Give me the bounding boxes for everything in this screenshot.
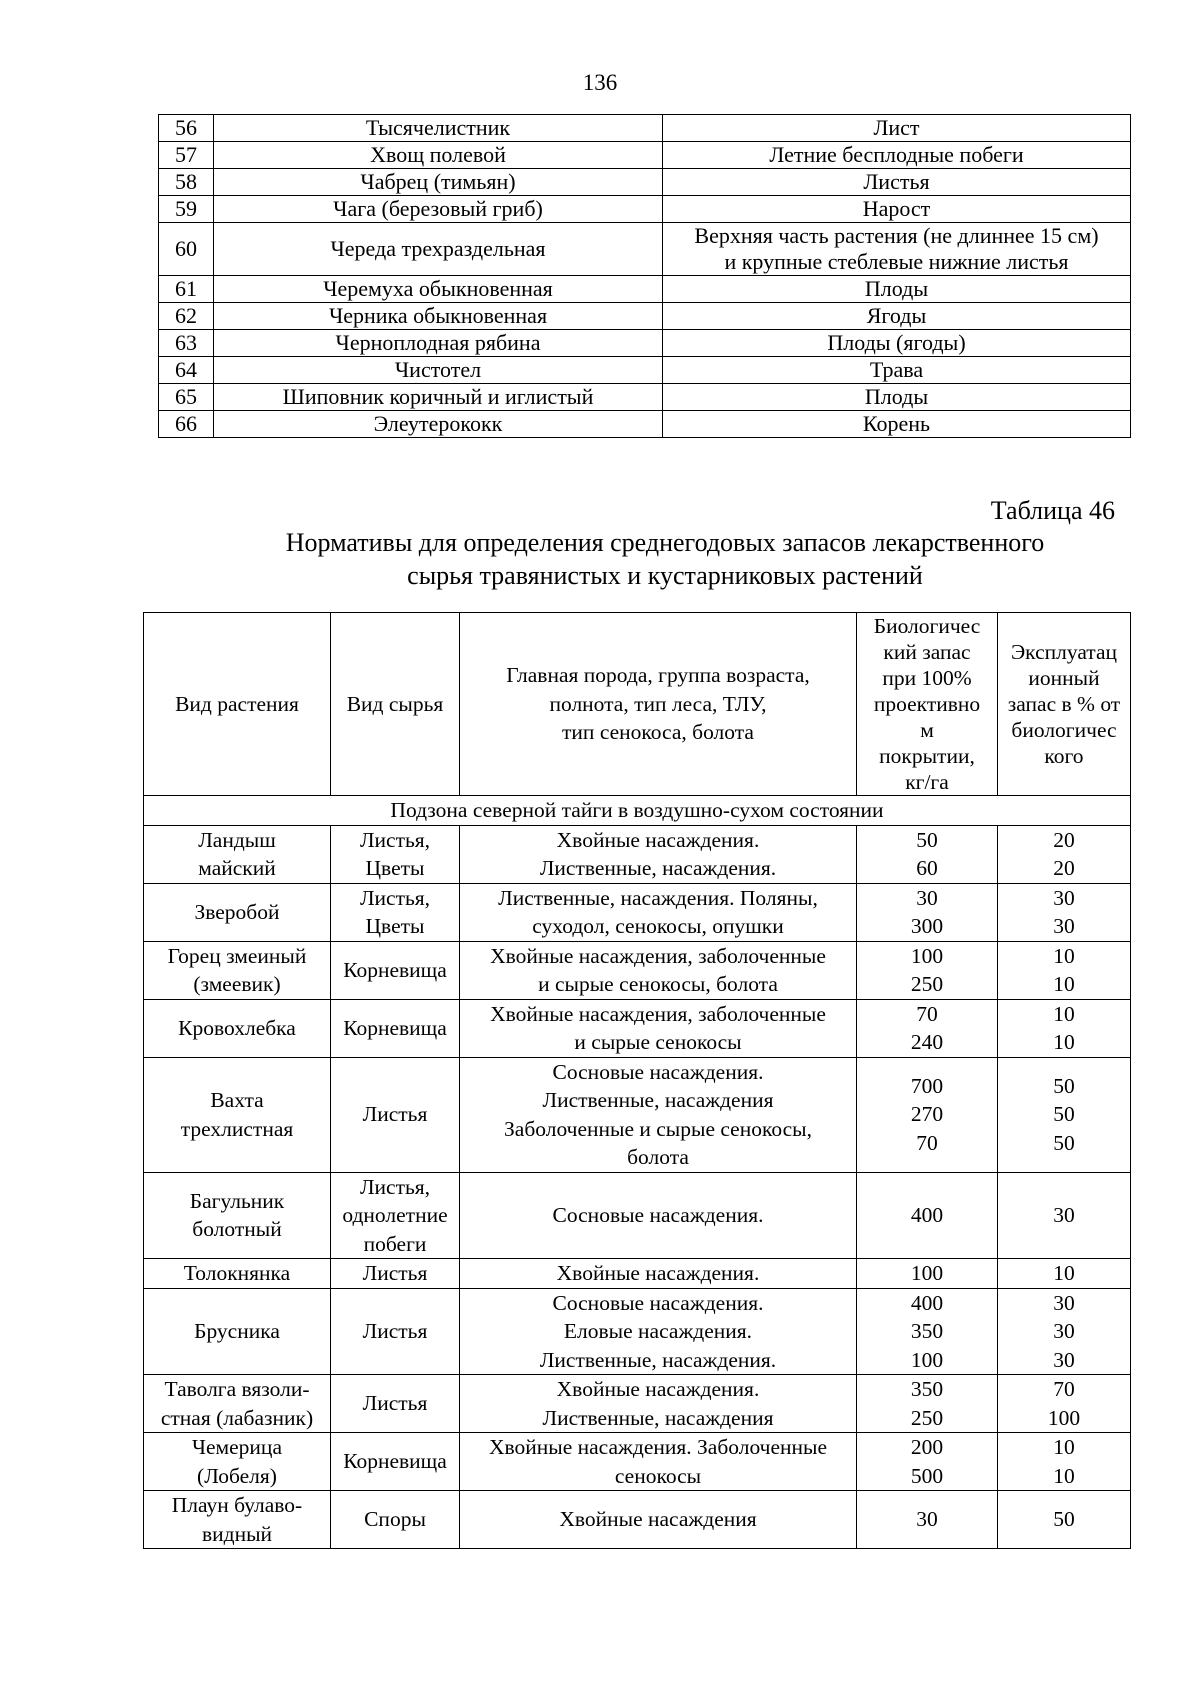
forest-type-cell: Хвойные насаждения.: [460, 1259, 857, 1289]
table-row: [159, 384, 1131, 411]
row-number: 63: [159, 330, 214, 357]
raw-material-cell: Листья: [331, 1375, 460, 1433]
table-header: [144, 613, 1131, 826]
table-row: [144, 941, 1131, 999]
exploitation-reserve-cell: 70 100: [998, 1375, 1131, 1433]
row-number: 64: [159, 357, 214, 384]
row-number: 60: [159, 223, 214, 276]
raw-material-cell: Корневища: [331, 1433, 460, 1491]
table-title: Нормативы для определения среднегодовых запасов лекарственного сырья травянистых и кустарниковых растений: [285, 528, 1045, 590]
biological-reserve-cell: 400: [857, 1172, 998, 1259]
table-row: [159, 196, 1131, 223]
exploitation-reserve-cell: 30: [998, 1172, 1131, 1259]
forest-type-cell: Хвойные насаждения. Заболоченные сенокосы: [460, 1433, 857, 1491]
plant-name: Чистотел: [214, 357, 663, 384]
table-row: [144, 1057, 1131, 1172]
header-raw-material: Вид сырья: [331, 613, 460, 796]
forest-type-cell: Хвойные насаждения. Лиственные, насаждения.: [460, 825, 857, 883]
raw-material-cell: Листья, однолетние побеги: [331, 1172, 460, 1259]
table-row: [144, 1288, 1131, 1375]
plant-parts-table: [158, 114, 1131, 438]
raw-material-cell: Листья: [331, 1057, 460, 1172]
plant-part: Плоды: [663, 276, 1131, 303]
plant-part: Трава: [663, 357, 1131, 384]
biological-reserve-cell: 200 500: [857, 1433, 998, 1491]
forest-type-cell: Хвойные насаждения. Лиственные, насаждения: [460, 1375, 857, 1433]
plant-name: Хвощ полевой: [214, 142, 663, 169]
exploitation-reserve-cell: 50 50 50: [998, 1057, 1131, 1172]
table-row: [159, 330, 1131, 357]
species-cell: Горец змеиный (змеевик): [144, 941, 331, 999]
raw-material-cell: Листья, Цветы: [331, 883, 460, 941]
row-number: 59: [159, 196, 214, 223]
plant-name: Черемуха обыкновенная: [214, 276, 663, 303]
table-row: [159, 411, 1131, 438]
plant-parts-table-body: [159, 115, 1131, 438]
plant-name: Элеутерококк: [214, 411, 663, 438]
table-row: [144, 1259, 1131, 1289]
exploitation-reserve-cell: 10: [998, 1259, 1131, 1289]
plant-part: Нарост: [663, 196, 1131, 223]
plant-part: Ягоды: [663, 303, 1131, 330]
table-number-label: Таблица 46: [990, 496, 1115, 525]
raw-material-cell: Споры: [331, 1491, 460, 1549]
reserves-table-body: [144, 825, 1131, 1549]
biological-reserve-cell: 50 60: [857, 825, 998, 883]
plant-name: Черноплодная рябина: [214, 330, 663, 357]
plant-part: Верхняя часть растения (не длиннее 15 см) и крупные стеблевые нижние листья: [663, 223, 1131, 276]
row-number: 65: [159, 384, 214, 411]
row-number: 61: [159, 276, 214, 303]
exploitation-reserve-cell: 20 20: [998, 825, 1131, 883]
forest-type-cell: Сосновые насаждения. Лиственные, насаждения Заболоченные и сырые сенокосы, болота: [460, 1057, 857, 1172]
exploitation-reserve-cell: 50: [998, 1491, 1131, 1549]
header-species: Вид растения: [144, 613, 331, 796]
biological-reserve-cell: 400 350 100: [857, 1288, 998, 1375]
biological-reserve-cell: 700 270 70: [857, 1057, 998, 1172]
table-row: [144, 1375, 1131, 1433]
forest-type-cell: Лиственные, насаждения. Поляны, суходол, сенокосы, опушки: [460, 883, 857, 941]
row-number: 58: [159, 169, 214, 196]
table-row: [159, 303, 1131, 330]
plant-name: Чага (березовый гриб): [214, 196, 663, 223]
table-row: [159, 357, 1131, 384]
row-number: 66: [159, 411, 214, 438]
species-cell: Вахта трехлистная: [144, 1057, 331, 1172]
forest-type-cell: Сосновые насаждения.: [460, 1172, 857, 1259]
species-cell: Ландыш майский: [144, 825, 331, 883]
species-cell: Толокнянка: [144, 1259, 331, 1289]
raw-material-cell: Корневища: [331, 941, 460, 999]
exploitation-reserve-cell: 10 10: [998, 1433, 1131, 1491]
species-cell: Кровохлебка: [144, 999, 331, 1057]
exploitation-reserve-cell: 10 10: [998, 941, 1131, 999]
species-cell: Брусника: [144, 1288, 331, 1375]
exploitation-reserve-cell: 10 10: [998, 999, 1131, 1057]
table-row: [144, 999, 1131, 1057]
exploitation-reserve-cell: 30 30 30: [998, 1288, 1131, 1375]
table-row: [144, 883, 1131, 941]
species-cell: Багульник болотный: [144, 1172, 331, 1259]
table-row: [144, 825, 1131, 883]
forest-type-cell: Хвойные насаждения: [460, 1491, 857, 1549]
species-cell: Плаун булаво- видный: [144, 1491, 331, 1549]
plant-part: Корень: [663, 411, 1131, 438]
species-cell: Зверобой: [144, 883, 331, 941]
row-number: 56: [159, 115, 214, 142]
biological-reserve-cell: 70 240: [857, 999, 998, 1057]
plant-part: Летние бесплодные побеги: [663, 142, 1131, 169]
biological-reserve-cell: 350 250: [857, 1375, 998, 1433]
header-exploitation-reserve: Эксплуатац ионный запас в % от биологичес кого: [998, 613, 1131, 796]
plant-name: Тысячелистник: [214, 115, 663, 142]
raw-material-cell: Листья: [331, 1288, 460, 1375]
table-row: [159, 169, 1131, 196]
table-row: [159, 223, 1131, 276]
row-number: 62: [159, 303, 214, 330]
reserves-norms-table: [143, 612, 1131, 1549]
plant-part: Листья: [663, 169, 1131, 196]
table-row: [159, 276, 1131, 303]
table-row: [144, 1491, 1131, 1549]
table-row: [144, 1433, 1131, 1491]
forest-type-cell: Хвойные насаждения, заболоченные и сырые сенокосы: [460, 999, 857, 1057]
table-row: [159, 142, 1131, 169]
header-forest-type: Главная порода, группа возраста, полнота, тип леса, ТЛУ, тип сенокоса, болота: [460, 613, 857, 796]
species-cell: Чемерица (Лобеля): [144, 1433, 331, 1491]
raw-material-cell: Листья: [331, 1259, 460, 1289]
species-cell: Таволга вязоли- стная (лабазник): [144, 1375, 331, 1433]
plant-name: Череда трехраздельная: [214, 223, 663, 276]
biological-reserve-cell: 100 250: [857, 941, 998, 999]
plant-name: Чабрец (тимьян): [214, 169, 663, 196]
table-row: [144, 1172, 1131, 1259]
table-row: [159, 115, 1131, 142]
plant-part: Лист: [663, 115, 1131, 142]
header-biological-reserve: Биологичес кий запас при 100% проективно м покрытии, кг/га: [857, 613, 998, 796]
biological-reserve-cell: 30 300: [857, 883, 998, 941]
biological-reserve-cell: 100: [857, 1259, 998, 1289]
page-number: 136: [582, 70, 618, 95]
biological-reserve-cell: 30: [857, 1491, 998, 1549]
plant-name: Шиповник коричный и иглистый: [214, 384, 663, 411]
row-number: 57: [159, 142, 214, 169]
exploitation-reserve-cell: 30 30: [998, 883, 1131, 941]
forest-type-cell: Сосновые насаждения. Еловые насаждения. Лиственные, насаждения.: [460, 1288, 857, 1375]
plant-part: Плоды: [663, 384, 1131, 411]
forest-type-cell: Хвойные насаждения, заболоченные и сырые сенокосы, болота: [460, 941, 857, 999]
subzone-row: Подзона северной тайги в воздушно-сухом состоянии: [144, 796, 1131, 826]
plant-part: Плоды (ягоды): [663, 330, 1131, 357]
plant-name: Черника обыкновенная: [214, 303, 663, 330]
raw-material-cell: Листья, Цветы: [331, 825, 460, 883]
raw-material-cell: Корневища: [331, 999, 460, 1057]
